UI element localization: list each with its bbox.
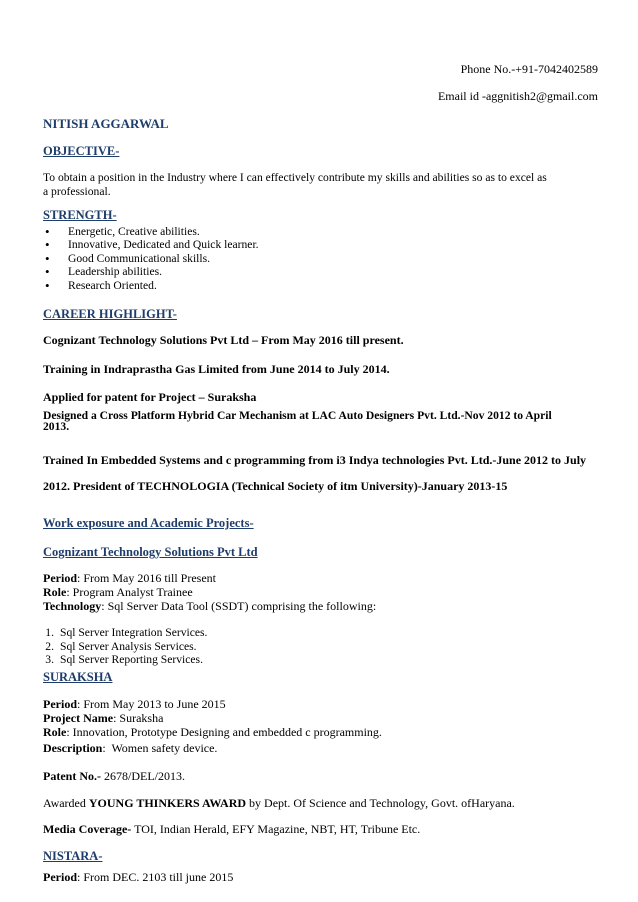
objective-text: To obtain a position in the Industry where I can effectively contribute my skills and abilities so as to excel as a professional. bbox=[43, 171, 547, 198]
role-value: : Program Analyst Trainee bbox=[66, 585, 193, 599]
suraksha-period: Period: From May 2013 to June 2015 bbox=[43, 697, 226, 711]
suraksha-project-name: Project Name: Suraksha bbox=[43, 711, 164, 725]
career-item: Designed a Cross Platform Hybrid Car Mechanism at LAC Auto Designers Pvt. Ltd.-Nov 2012 to April 2013. bbox=[43, 409, 552, 433]
suraksha-media-coverage: Media Coverage- TOI, Indian Herald, EFY Magazine, NBT, HT, Tribune Etc. bbox=[43, 822, 421, 836]
career-item: Applied for patent for Project – Suraksha bbox=[43, 390, 257, 404]
role-label: Role bbox=[43, 585, 67, 599]
suraksha-description: Description: Women safety device. bbox=[43, 741, 218, 755]
technology-item: 3. Sql Server Reporting Services. bbox=[45, 653, 203, 667]
technology-item: 1. Sql Server Integration Services. bbox=[45, 626, 208, 639]
technology-label: Technology bbox=[43, 599, 102, 613]
strength-item: • Leadership abilities. bbox=[43, 265, 259, 278]
strength-list bbox=[43, 225, 259, 292]
period-label: Period bbox=[43, 571, 77, 585]
cognizant-period bbox=[43, 571, 216, 586]
technology-list bbox=[34, 626, 207, 667]
strength-item: • Good Communicational skills. bbox=[43, 252, 259, 265]
objective-heading: OBJECTIVE- bbox=[43, 144, 120, 158]
candidate-name: NITISH AGGARWAL bbox=[43, 116, 169, 131]
nistara-heading: NISTARA- bbox=[43, 849, 103, 863]
strength-item: • Research Oriented. bbox=[43, 279, 259, 292]
period-value: : From May 2016 till Present bbox=[77, 571, 216, 585]
strength-item: • Energetic, Creative abilities. bbox=[43, 225, 259, 238]
career-heading: CAREER HIGHLIGHT- bbox=[43, 307, 177, 321]
career-item: Trained In Embedded Systems and c programming from i3 Indya technologies Pvt. Ltd.-June 2012 to July bbox=[43, 453, 587, 467]
career-item: Cognizant Technology Solutions Pvt Ltd – From May 2016 till present. bbox=[43, 333, 404, 347]
career-item: Training in Indraprastha Gas Limited from June 2014 to July 2014. bbox=[43, 362, 390, 376]
cognizant-technology bbox=[43, 599, 376, 614]
technology-item: 2. Sql Server Analysis Services. bbox=[45, 639, 197, 653]
suraksha-heading: SURAKSHA bbox=[43, 670, 113, 684]
career-item: 2012. President of TECHNOLOGIA (Technical Society of itm University)-January 2013-15 bbox=[43, 479, 508, 493]
suraksha-award: Awarded YOUNG THINKERS AWARD by Dept. Of Science and Technology, Govt. ofHaryana. bbox=[43, 796, 515, 810]
work-heading: Work exposure and Academic Projects- bbox=[43, 516, 254, 530]
cognizant-heading: Cognizant Technology Solutions Pvt Ltd bbox=[43, 545, 258, 559]
cognizant-role bbox=[43, 585, 193, 600]
nistara-period: Period: From DEC. 2103 till june 2015 bbox=[43, 870, 234, 884]
strength-heading: STRENGTH- bbox=[43, 208, 117, 222]
suraksha-patent: Patent No.- 2678/DEL/2013. bbox=[43, 769, 185, 783]
strength-item: • Innovative, Dedicated and Quick learner. bbox=[43, 238, 259, 251]
phone-number: Phone No.-+91-7042402589 bbox=[460, 62, 598, 76]
email-address: Email id -aggnitish2@gmail.com bbox=[437, 89, 598, 103]
technology-value: : Sql Server Data Tool (SSDT) comprising the following: bbox=[101, 599, 377, 613]
suraksha-role: Role: Innovation, Prototype Designing and embedded c programming. bbox=[43, 725, 382, 739]
